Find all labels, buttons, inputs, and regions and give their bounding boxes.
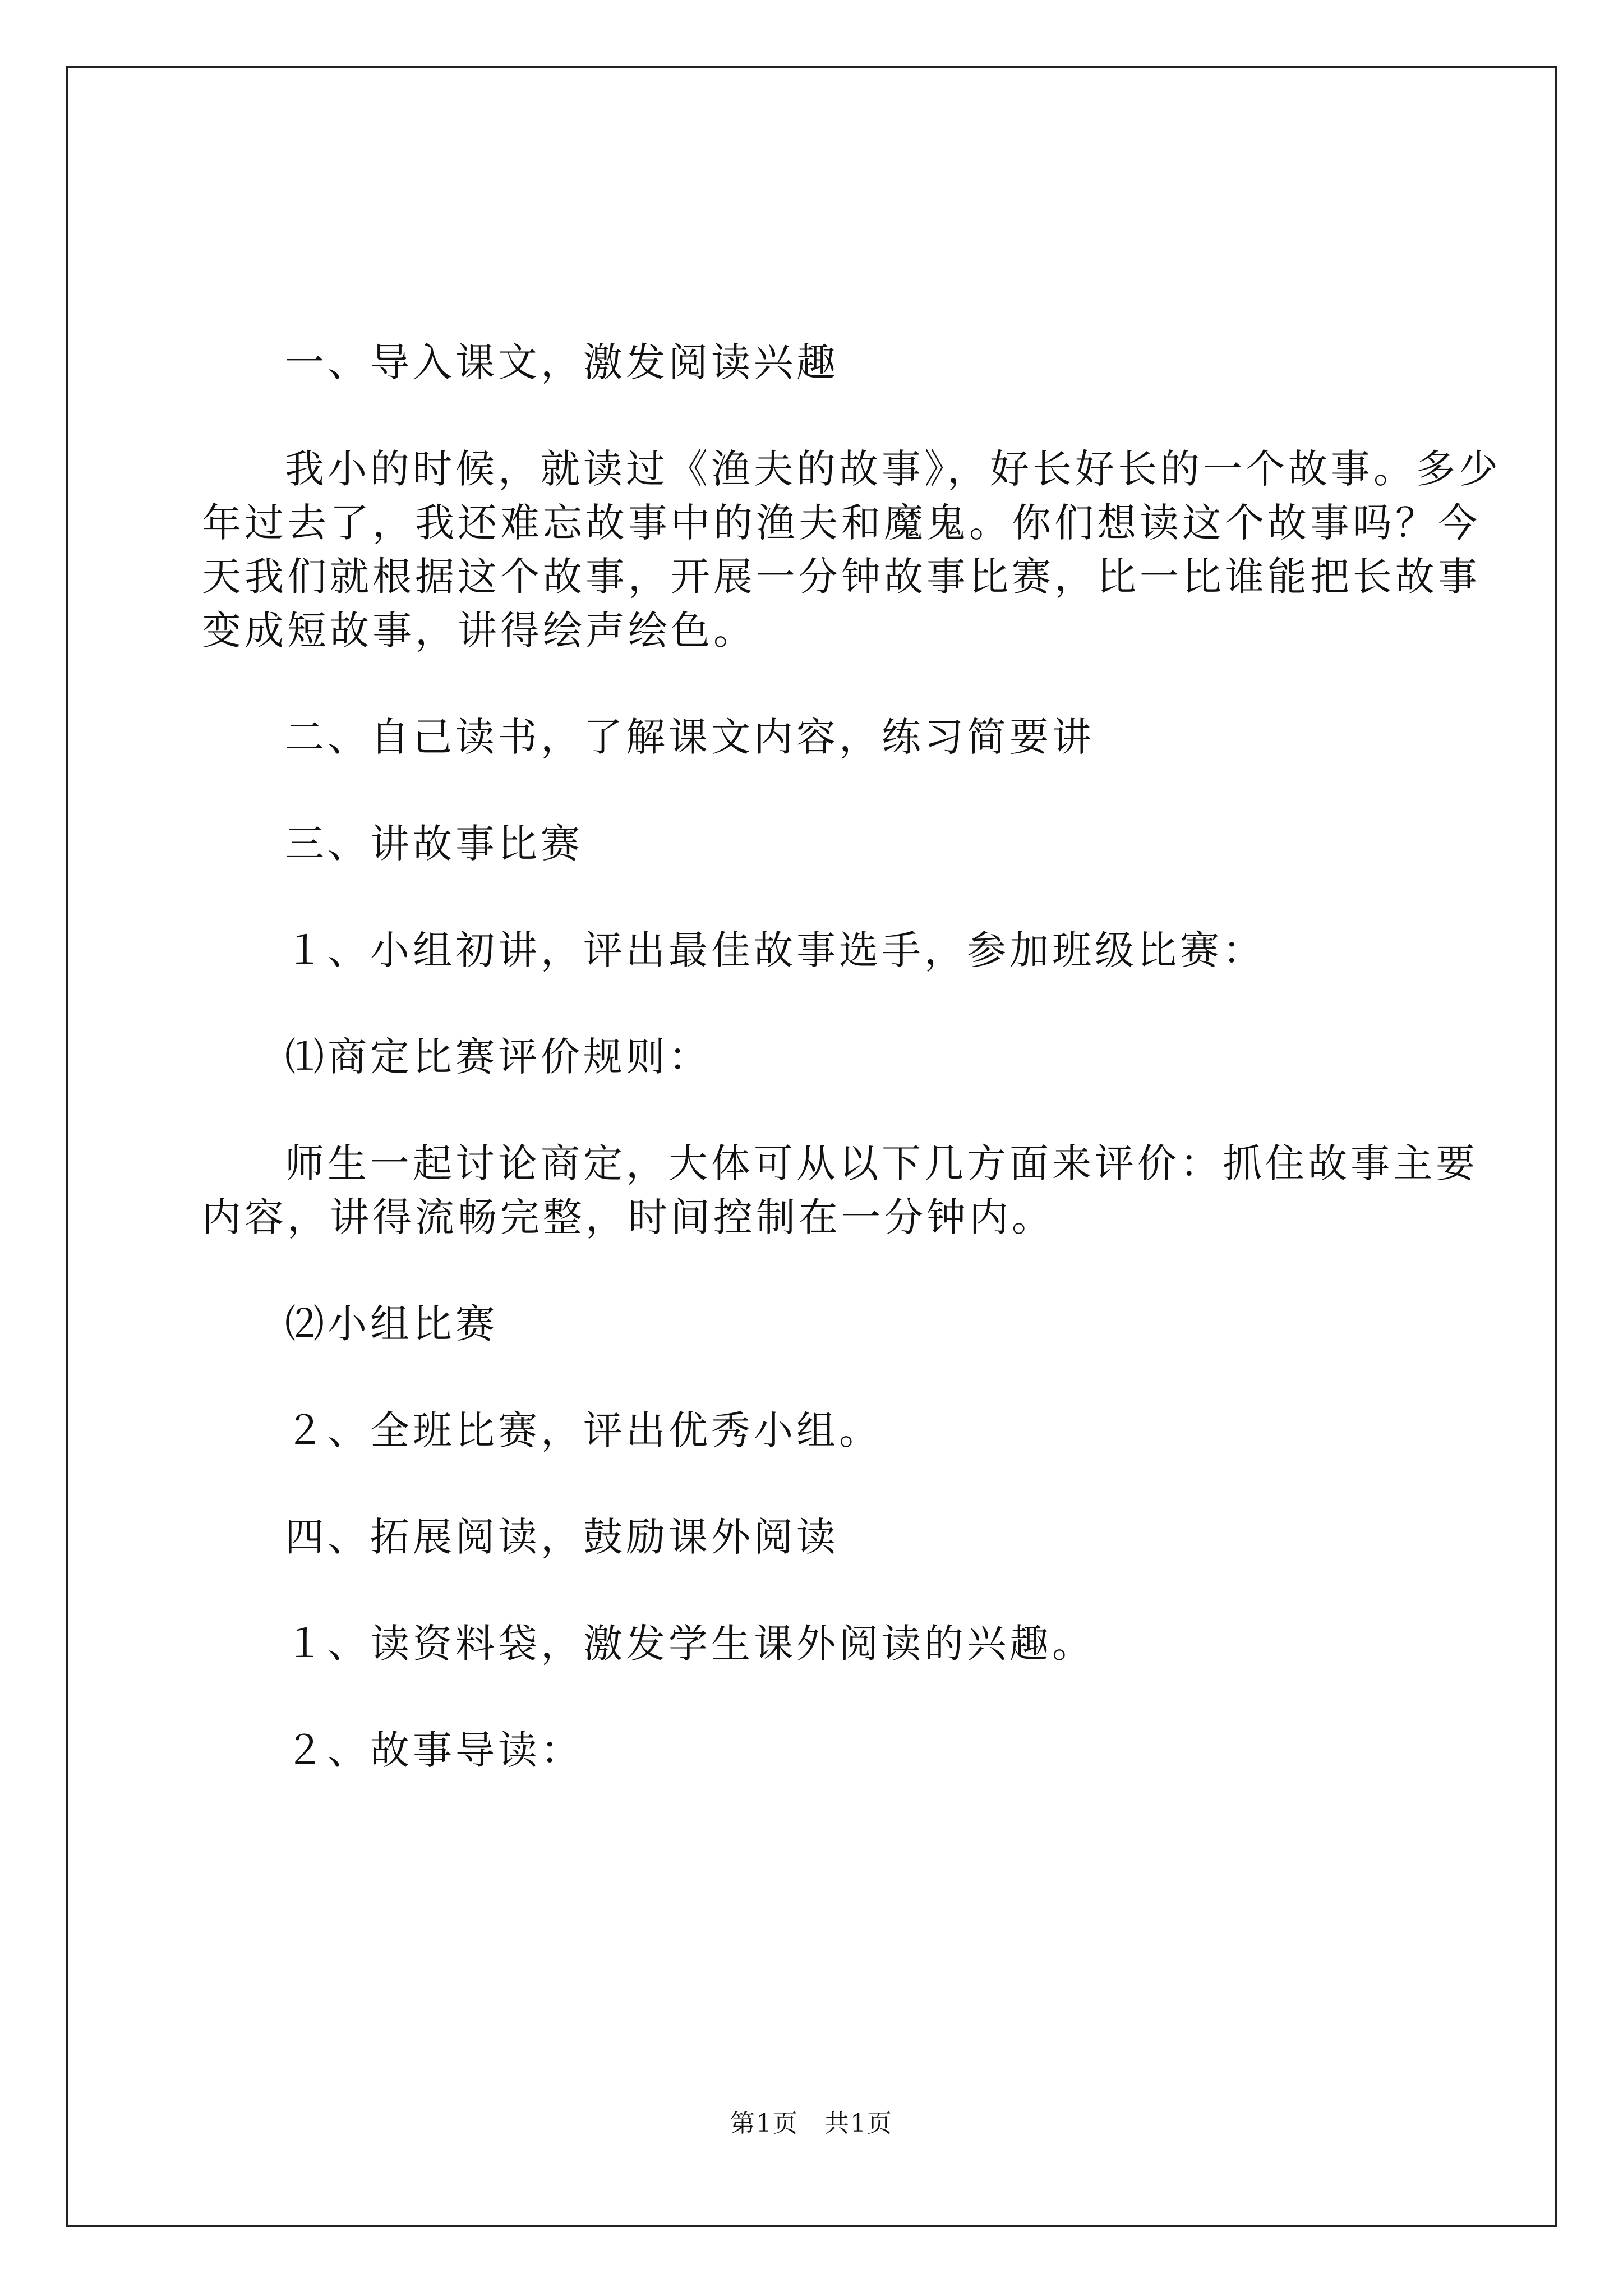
paragraph — [202, 1723, 1441, 1777]
page-number-footer: 第1页 共1页 — [730, 2109, 893, 2138]
paragraph-line: ２、故事导读： — [285, 1727, 583, 1773]
paragraph-line: 天我们就根据这个故事，开展一分钟故事比赛，比一比谁能把长故事 — [202, 554, 1481, 600]
paragraph-line: ２、全班比赛，评出优秀小组。 — [285, 1407, 882, 1453]
paragraph-line: 变成短故事，讲得绘声绘色。 — [202, 608, 756, 654]
paragraph-line: 二、自己读书，了解课文内容，练习简要讲 — [285, 714, 1095, 760]
paragraph-line: 一、导入课文，激发阅读兴趣 — [285, 339, 839, 385]
paragraph — [202, 923, 1441, 977]
paragraph — [202, 1297, 1441, 1351]
document-body — [202, 335, 1501, 1830]
paragraph-line: ⑵小组比赛 — [285, 1301, 498, 1347]
paragraph-line: 我小的时候，就读过《渔夫的故事》，好长好长的一个故事。多少 — [285, 446, 1501, 492]
paragraph — [202, 442, 1501, 657]
paragraph-line: 年过去了，我还难忘故事中的渔夫和魔鬼。你们想读这个故事吗？今 — [202, 500, 1481, 546]
paragraph — [202, 1137, 1478, 1244]
paragraph — [202, 1617, 1441, 1671]
paragraph-line: １、小组初讲，评出最佳故事选手，参加班级比赛： — [285, 927, 1265, 973]
paragraph — [202, 1404, 1441, 1457]
paragraph — [202, 335, 1441, 389]
paragraph-line: 三、讲故事比赛 — [285, 821, 583, 867]
paragraph-line: ⑴商定比赛评价规则： — [285, 1034, 711, 1080]
paragraph-line: 四、拓展阅读，鼓励课外阅读 — [285, 1514, 839, 1560]
paragraph-line: １、读资料袋，激发学生课外阅读的兴趣。 — [285, 1621, 1095, 1667]
paragraph — [202, 1510, 1441, 1564]
paragraph — [202, 710, 1441, 764]
paragraph — [202, 817, 1441, 871]
paragraph-line: 内容，讲得流畅完整，时间控制在一分钟内。 — [202, 1194, 1054, 1240]
paragraph — [202, 1030, 1441, 1084]
paragraph-line: 师生一起讨论商定，大体可从以下几方面来评价：抓住故事主要 — [285, 1140, 1478, 1186]
